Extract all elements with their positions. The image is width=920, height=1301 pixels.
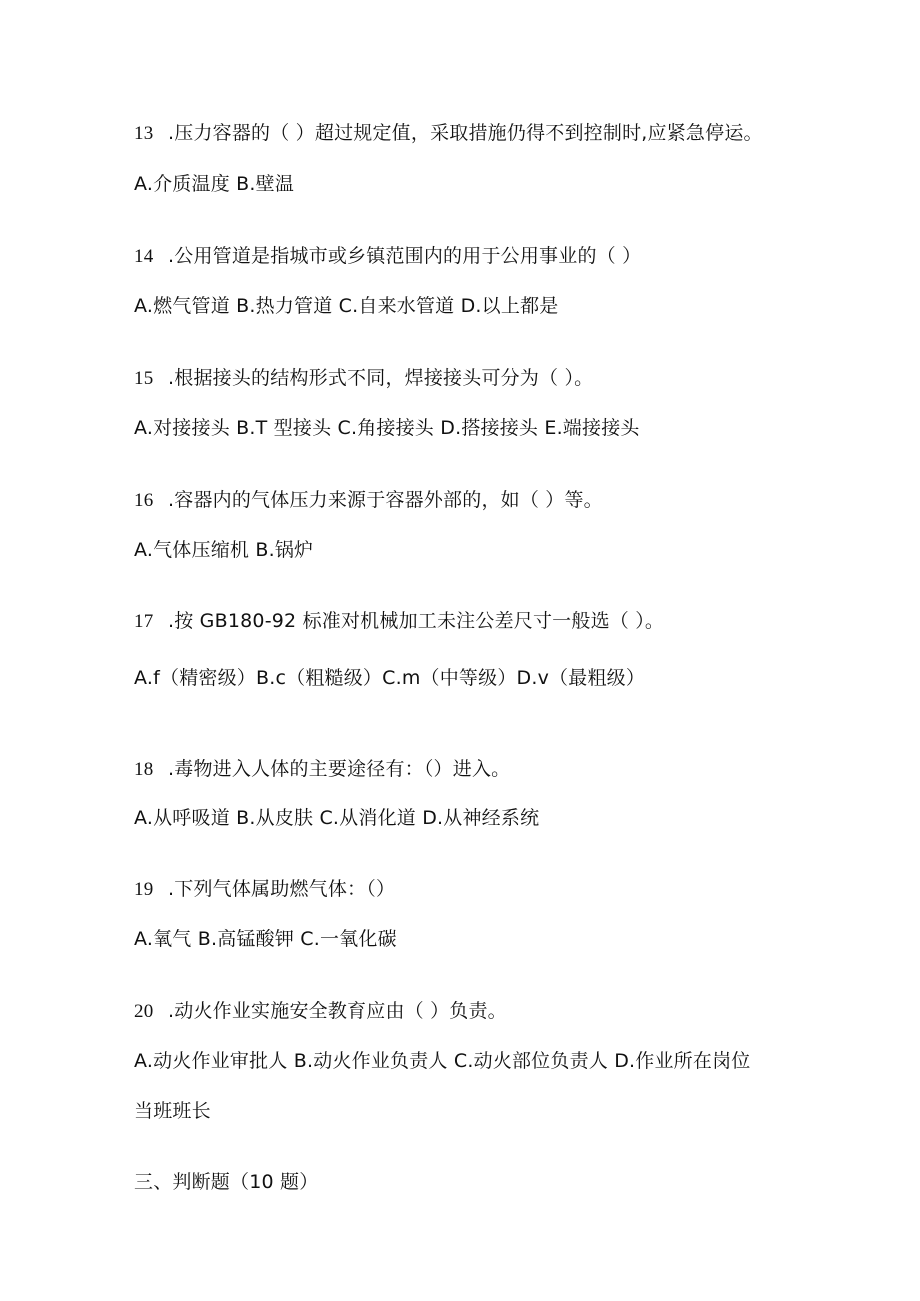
question-number: 15 <box>134 368 154 389</box>
question-text: .根据接头的结构形式不同，焊接接头可分为（ ）。 <box>168 367 594 389</box>
question-20-stem <box>134 998 507 1025</box>
question-19-options: A.氧气 B.高锰酸钾 C.一氧化碳 <box>134 928 397 950</box>
question-15-stem <box>134 365 593 392</box>
question-text: .按 GB180-92 标准对机械加工未注公差尺寸一般选（ ）。 <box>168 610 665 632</box>
question-18-stem <box>134 756 510 783</box>
question-14-options: A.燃气管道 B.热力管道 C.自来水管道 D.以上都是 <box>134 295 559 317</box>
question-text: .容器内的气体压力来源于容器外部的，如（ ）等。 <box>168 489 603 511</box>
question-17-options: A.f（精密级）B.c（粗糙级）C.m（中等级）D.v（最粗级） <box>134 667 646 689</box>
question-text: .下列气体属助燃气体：（） <box>168 878 396 900</box>
question-20-options: A.动火作业审批人 B.动火作业负责人 C.动火部位负责人 D.作业所在岗位 <box>134 1050 751 1072</box>
question-number: 16 <box>134 490 154 511</box>
question-17-stem <box>134 608 664 635</box>
question-number: 18 <box>134 759 154 780</box>
question-20-options-continued: 当班班长 <box>134 1100 211 1122</box>
question-number: 14 <box>134 246 154 267</box>
question-19-stem <box>134 876 395 903</box>
question-13-options: A.介质温度 B.壁温 <box>134 173 295 195</box>
question-16-options: A.气体压缩机 B.锅炉 <box>134 539 314 561</box>
question-number: 19 <box>134 879 154 900</box>
section-heading: 三、判断题（10 题） <box>134 1171 319 1193</box>
question-number: 20 <box>134 1001 154 1022</box>
question-15-options: A.对接接头 B.T 型接头 C.角接接头 D.搭接接头 E.端接接头 <box>134 417 640 439</box>
question-text: .公用管道是指城市或乡镇范围内的用于公用事业的（ ） <box>168 245 642 267</box>
question-text: .毒物进入人体的主要途径有：（）进入。 <box>168 758 511 780</box>
question-number: 17 <box>134 611 154 632</box>
question-14-stem <box>134 243 641 270</box>
question-18-options: A.从呼吸道 B.从皮肤 C.从消化道 D.从神经系统 <box>134 807 540 829</box>
question-text: .动火作业实施安全教育应由（ ）负责。 <box>168 1000 507 1022</box>
question-number: 13 <box>134 123 154 144</box>
question-text: .压力容器的（ ）超过规定值，采取措施仍得不到控制时,应紧急停运。 <box>168 122 763 144</box>
question-16-stem <box>134 487 603 514</box>
question-13-stem <box>134 120 763 147</box>
